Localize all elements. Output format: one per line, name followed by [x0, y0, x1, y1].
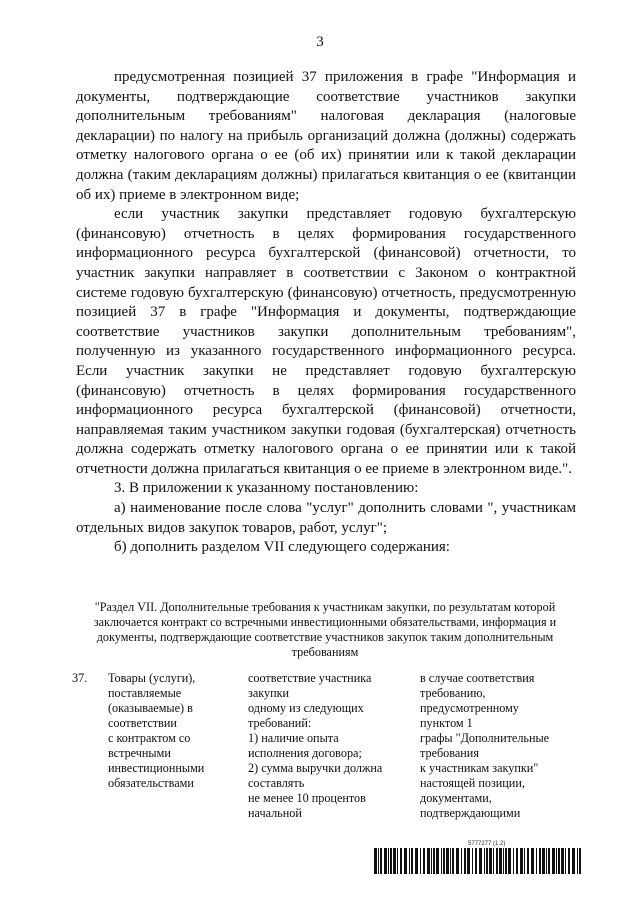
page-number: 3	[316, 34, 324, 50]
cell-line: документами,	[420, 791, 492, 805]
cell-line: соответствие участника	[248, 671, 372, 685]
document-body	[76, 68, 576, 558]
cell-line: (оказываемые) в	[108, 701, 193, 715]
cell-line: в случае соответствия	[420, 671, 535, 685]
cell-line: с контрактом со	[108, 731, 191, 745]
cell-line: настоящей позиции,	[420, 776, 525, 790]
cell-line: одному из следующих	[248, 701, 364, 715]
paragraph-3: 3. В приложении к указанному постановлению:	[114, 480, 419, 497]
cell-line: встречными	[108, 746, 171, 760]
barcode-icon	[374, 848, 582, 874]
cell-line: пунктом 1	[420, 716, 473, 730]
column-requirements	[248, 671, 408, 821]
cell-line: поставляемые	[108, 686, 182, 700]
cell-line: исполнения договора;	[248, 746, 362, 760]
cell-line: требования	[420, 746, 479, 760]
column-documents	[420, 671, 580, 821]
cell-line: 1) наличие опыта	[248, 731, 339, 745]
cell-line: обязательствами	[108, 776, 194, 790]
cell-line: 2) сумма выручки должна	[248, 761, 383, 775]
cell-line: закупки	[248, 686, 290, 700]
column-goods	[108, 671, 238, 791]
cell-line: соответствии	[108, 716, 177, 730]
paragraph-2: если участник закупки представляет годовую бухгалтерскую (финансовую) отчетность в целях формирования государственного информационного ресурса бухгалтерской (финансовой) отчетности, то участник закупки направляет в соответствии с Законом о контрактной системе годовую бухгалтерскую (финансовую) отчетность, предусмотренную позицией 37 в графе "Информация и документы, подтверждающие соответствие участников закупки дополнительным требованиям", полученную из указанного государственного информационного ресурса. Если участник закупки не представляет годовую бухгалтерскую (финансовую) отчетность в целях формирования государственного информационного ресурса бухгалтерской (финансовой) отчетности, направляемая таким участником закупки годовая (бухгалтерская) отчетность должна содержать отметку налогового органа о ее принятии или к такой отчетности должна прилагаться квитанция о ее приеме в электронном виде.".	[76, 206, 576, 477]
cell-line: составлять	[248, 776, 305, 790]
section-heading: "Раздел VII. Дополнительные требования к участникам закупки, по результатам которой заключается контракт со встречными инвестиционными обязательствами, информация и документы, подтверждающие соответствие участников закупок таким дополнительным требованиям	[93, 600, 557, 659]
cell-line: инвестиционными	[108, 761, 205, 775]
document-code: 5777277 (1.2)	[468, 841, 506, 847]
paragraph-5: б) дополнить разделом VII следующего содержания:	[114, 539, 450, 556]
paragraph-4: а) наименование после слова "услуг" дополнить словами ", участникам отдельных видов закупок товаров, работ, услуг";	[76, 500, 576, 536]
cell-line: подтверждающими	[420, 806, 521, 820]
cell-line: требований:	[248, 716, 312, 730]
cell-line: Товары (услуги),	[108, 671, 196, 685]
cell-line: к участникам закупки"	[420, 761, 539, 775]
cell-line: графы "Дополнительные	[420, 731, 550, 745]
row-number: 37.	[72, 671, 88, 685]
cell-line: предусмотренному	[420, 701, 519, 715]
cell-line: требованию,	[420, 686, 486, 700]
cell-line: не менее 10 процентов	[248, 791, 366, 805]
paragraph-1: предусмотренная позицией 37 приложения в графе "Информация и документы, подтверждающие соответствие участников закупки дополнительным требованиям" налоговая декларация (налоговые декларации) по налогу на прибыль организаций должна (должны) содержать отметку налогового органа о ее (об их) принятии или к такой декларации должна (таким декларациям должны) прилагаться квитанция о ее (квитанции об их) приеме в электронном виде;	[76, 69, 576, 203]
cell-line: начальной	[248, 806, 302, 820]
